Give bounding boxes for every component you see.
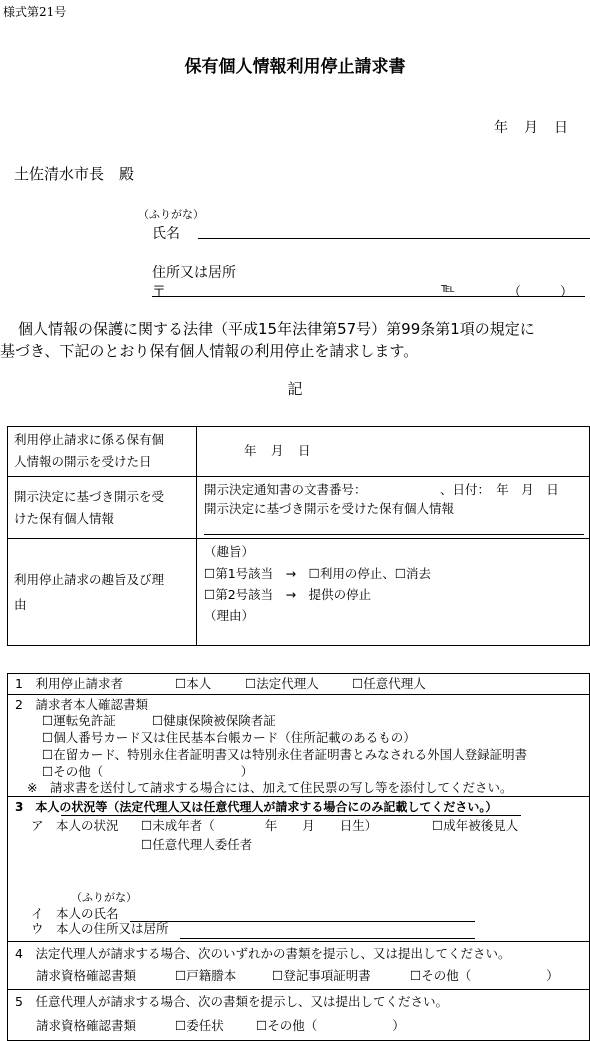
legal-rep-other-checkbox[interactable]: ☐その他（ ） — [410, 968, 559, 983]
disclosure-date: 年 月 日 — [244, 443, 312, 458]
requester-legal-rep-checkbox[interactable]: ☐法定代理人 — [245, 676, 319, 691]
koseki-checkbox[interactable]: ☐戸籍謄本 — [175, 968, 237, 983]
id-docs-heading: 2 請求者本人確認書類 — [15, 697, 148, 712]
applicant-furigana: （ふりがな） — [138, 208, 204, 221]
insurance-card-checkbox[interactable]: ☐健康保険被保険者証 — [152, 713, 276, 728]
row1-label-line2: 人情報の開示を受けた日 — [14, 454, 152, 469]
principal-status-heading: 3 本人の状況等（法定代理人又は任意代理人が請求する場合にのみ記載してください。） — [15, 800, 498, 814]
applicant-name-label: 氏名 — [152, 226, 180, 242]
addressee: 土佐清水市長 殿 — [14, 165, 135, 183]
row3-label-line2: 由 — [14, 597, 27, 612]
request-table-row-line — [7, 476, 590, 477]
purpose-label: （趣旨） — [204, 544, 255, 559]
disclosed-info-underline — [204, 534, 584, 535]
disclosed-info-label: 開示決定に基づき開示を受けた保有個人情報 — [204, 501, 455, 516]
reason-label: （理由） — [204, 608, 255, 623]
residence-card-checkbox[interactable]: ☐在留カード、特別永住者証明書又は特別永住者証明書とみなされる外国人登録証明書 — [42, 747, 528, 762]
adult-guardian-checkbox[interactable]: ☐成年被後見人 — [432, 818, 519, 833]
requester-table-row-line — [7, 941, 590, 942]
row3-label-line1: 利用停止請求の趣旨及び理 — [14, 572, 165, 587]
date-line: 年 月 日 — [494, 120, 569, 136]
voluntary-rep-docs-label: 請求資格確認書類 — [36, 1018, 137, 1033]
voluntary-rep-other-checkbox[interactable]: ☐その他（ ） — [256, 1018, 405, 1033]
doc-date-label: 、日付： 年 月 日 — [440, 482, 559, 497]
requester-self-checkbox[interactable]: ☐本人 — [175, 676, 212, 691]
minor-checkbox[interactable]: ☐未成年者（ 年 月 日生） — [141, 818, 378, 833]
legal-rep-docs-label: 請求資格確認書類 — [36, 968, 137, 983]
purpose-option-1[interactable]: ☐第1号該当 → ☐利用の停止、☐消去 — [204, 566, 432, 581]
id-docs-note: ※ 請求書を送付して請求する場合には、加えて住民票の写し等を添付してください。 — [27, 780, 513, 795]
row2-label-line1: 開示決定に基づき開示を受 — [14, 489, 165, 504]
row1-label-line1: 利用停止請求に係る保有個 — [14, 432, 165, 447]
page-title: 保有個人情報利用停止請求書 — [184, 57, 406, 77]
principal-address-underline — [180, 938, 475, 939]
principal-address-label: ウ 本人の住所又は居所 — [31, 921, 169, 936]
row2-label-line2: けた保有個人情報 — [14, 511, 115, 526]
tel-label: ℡ — [441, 281, 455, 296]
requester-heading: 1 利用停止請求者 — [15, 676, 123, 691]
ki-heading: 記 — [287, 380, 303, 398]
purpose-option-2[interactable]: ☐第2号該当 → 提供の停止 — [204, 587, 372, 602]
requester-table-row-line — [7, 989, 590, 990]
request-table-divider — [196, 426, 197, 646]
voluntary-rep-docs-heading: 5 任意代理人が請求する場合、次の書類を提示し、又は提出してください。 — [15, 994, 448, 1009]
doc-number-label: 開示決定通知書の文書番号： — [204, 482, 367, 497]
body-text-line1: 個人情報の保護に関する法律（平成15年法律第57号）第99条第1項の規定に — [18, 320, 535, 338]
postal-mark: 〒 — [152, 284, 166, 300]
principal-name-label: イ 本人の氏名 — [31, 906, 119, 921]
requester-voluntary-rep-checkbox[interactable]: ☐任意代理人 — [352, 676, 426, 691]
mynumber-card-checkbox[interactable]: ☐個人番号カード又は住民基本台帳カード（住所記載のあるもの） — [42, 730, 416, 745]
drivers-license-checkbox[interactable]: ☐運転免許証 — [42, 713, 116, 728]
name-underline — [198, 238, 590, 239]
power-of-attorney-checkbox[interactable]: ☐委任状 — [175, 1018, 224, 1033]
legal-rep-docs-heading: 4 法定代理人が請求する場合、次のいずれかの書類を提示し、又は提出してください。 — [15, 946, 511, 961]
id-other-checkbox[interactable]: ☐その他（ ） — [42, 764, 254, 779]
form-number: 様式第21号 — [3, 5, 67, 19]
address-underline — [152, 296, 585, 297]
principal-status-label: ア 本人の状況 — [31, 818, 119, 833]
request-table-row-line — [7, 538, 590, 539]
tel-paren: （ ） — [508, 285, 574, 300]
voluntary-principal-checkbox[interactable]: ☐任意代理人委任者 — [141, 837, 253, 852]
applicant-address-label: 住所又は居所 — [152, 265, 236, 281]
registry-cert-checkbox[interactable]: ☐登記事項証明書 — [272, 968, 371, 983]
principal-name-underline — [130, 921, 475, 922]
body-text-line2: 基づき、下記のとおり保有個人情報の利用停止を請求します。 — [0, 342, 419, 360]
principal-furigana: （ふりがな） — [71, 891, 137, 904]
